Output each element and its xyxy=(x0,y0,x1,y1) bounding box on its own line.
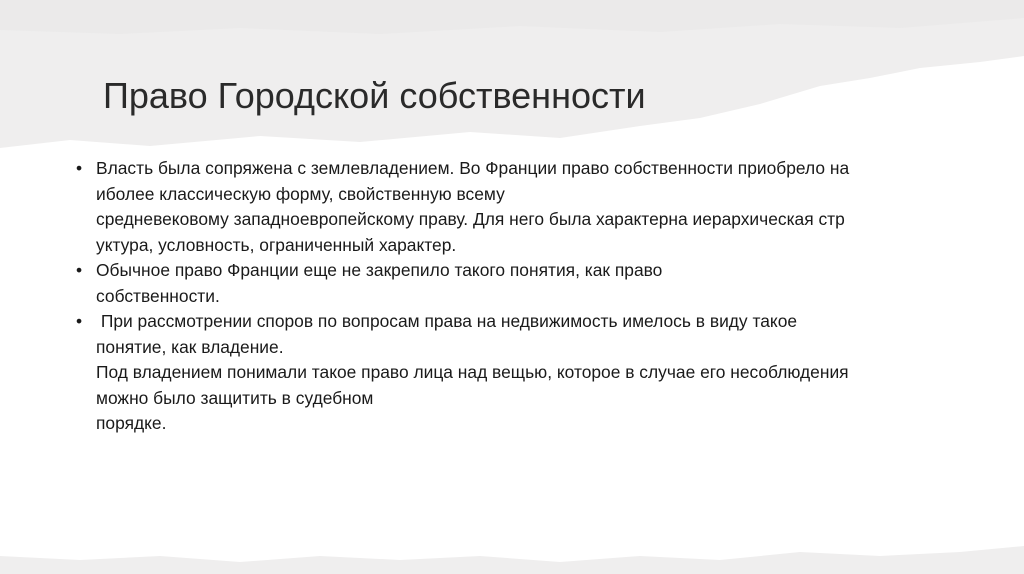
bullet-item-1 xyxy=(72,156,952,258)
bullet-text-line: средневековому западноевропейскому праву. Для него была характерна иерархическая стр xyxy=(96,209,845,229)
bullet-item-2 xyxy=(72,258,952,309)
bullet-text-line: Власть была сопряжена с землевладением. Во Франции право собственности приобрело на xyxy=(96,158,850,178)
bullet-dot-icon: • xyxy=(76,260,83,280)
bullet-text-line: можно было защитить в судебном xyxy=(96,387,374,408)
top-gray-band xyxy=(0,0,1024,34)
bullet-list xyxy=(72,156,952,437)
slide-title: Право Городской собственности xyxy=(103,75,646,116)
bullet-text-line: Обычное право Франции еще не закрепило такого понятия, как право xyxy=(96,260,663,280)
bullet-text-line: собственности. xyxy=(96,285,220,306)
bullet-item-3 xyxy=(72,309,952,437)
bullet-text-line: Под владением понимали такое право лица над вещью, которое в случае его несоблюдения xyxy=(96,362,849,382)
bullet-text-line: порядке. xyxy=(96,413,167,433)
bullet-dot-icon: • xyxy=(76,311,83,331)
bullet-text-line: уктура, условность, ограниченный характер. xyxy=(96,234,457,255)
bullet-dot-icon: • xyxy=(76,158,83,178)
bullet-text-line: При рассмотрении споров по вопросам права на недвижимость имелось в виду такое xyxy=(96,311,798,331)
bullet-text-line: иболее классическую форму, свойственную всему xyxy=(96,183,505,204)
bullet-text-line: понятие, как владение. xyxy=(96,336,284,357)
